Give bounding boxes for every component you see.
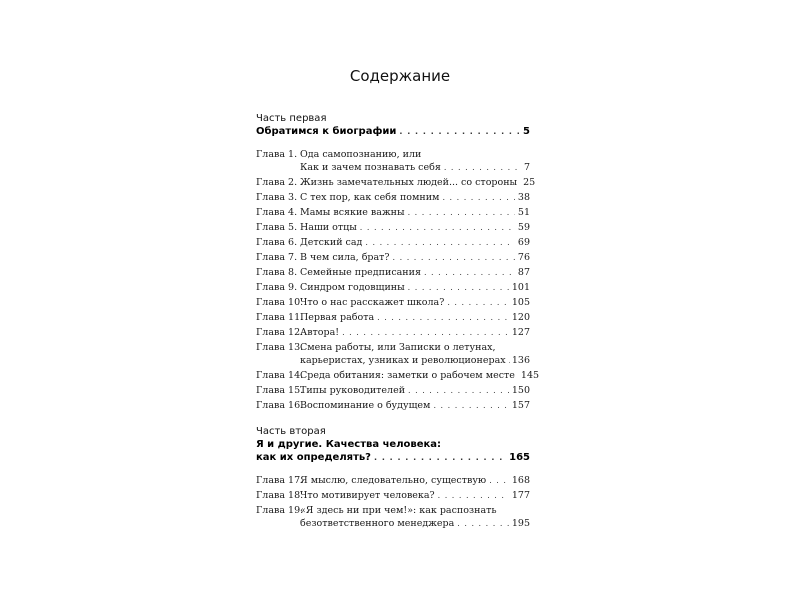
chapter-entry	[256, 474, 530, 487]
dot-leader	[489, 474, 509, 487]
page-number: 157	[511, 400, 530, 411]
chapter-body	[300, 266, 530, 279]
chapter-body	[300, 191, 530, 204]
chapter-entry	[256, 311, 530, 324]
page-number: 38	[517, 192, 530, 203]
chapter-number: Глава 18.	[256, 490, 304, 501]
chapter-title	[300, 311, 530, 324]
chapter-title-text: Типы руководителей	[300, 385, 406, 396]
chapter-title-text: Семейные предписания	[300, 267, 421, 278]
table-of-contents	[256, 112, 540, 532]
dot-leader	[457, 517, 509, 530]
chapter-number: Глава 19.	[256, 505, 304, 516]
page-number: 136	[511, 355, 530, 366]
page-number: 168	[511, 475, 530, 486]
page-number: 51	[517, 207, 530, 218]
part-heading-line	[256, 451, 530, 464]
toc-part	[256, 425, 530, 530]
chapter-title-text: Мамы всякие важны	[300, 207, 405, 218]
page-number: 87	[517, 267, 530, 278]
chapter-title	[300, 326, 530, 339]
chapter-title	[300, 354, 530, 367]
chapter-body	[300, 296, 530, 309]
chapter-title-text: Наши отцы	[300, 222, 357, 233]
part-heading	[256, 125, 530, 138]
chapter-title	[300, 191, 530, 204]
dot-leader	[393, 251, 515, 264]
chapter-entry	[256, 191, 530, 204]
chapter-title	[300, 266, 530, 279]
chapter-entry	[256, 326, 530, 339]
chapter-title-text: Синдром годовщины	[300, 282, 405, 293]
page-number: 127	[511, 327, 530, 338]
chapter-title	[300, 161, 530, 174]
part-label: Часть первая	[256, 113, 327, 124]
page-number: 105	[511, 297, 530, 308]
chapter-body	[300, 504, 530, 530]
dot-leader	[408, 384, 509, 397]
chapter-title	[300, 517, 530, 530]
chapter-body	[300, 474, 530, 487]
chapter-entry	[256, 281, 530, 294]
chapter-number: Глава 11.	[256, 312, 304, 323]
chapter-body	[300, 399, 530, 412]
chapter-body	[300, 326, 530, 339]
dot-leader	[442, 191, 514, 204]
chapter-title	[300, 206, 530, 219]
chapter-title-text: Жизнь замечательных людей... со стороны	[300, 177, 518, 188]
chapter-number: Глава 6.	[256, 237, 298, 248]
chapter-body	[300, 311, 530, 324]
dot-leader	[433, 399, 508, 412]
chapter-title	[300, 251, 530, 264]
chapter-entry	[256, 341, 530, 367]
chapter-entry	[256, 176, 536, 189]
chapter-entry	[256, 399, 530, 412]
dot-leader	[438, 489, 509, 502]
chapter-title	[300, 176, 536, 189]
dot-leader	[444, 161, 521, 174]
chapter-title-line: «Я здесь ни при чем!»: как распознать	[300, 505, 497, 516]
dot-leader	[365, 236, 515, 249]
page-number: 120	[511, 312, 530, 323]
chapter-title-text: безответственного менеджера	[300, 518, 455, 529]
chapter-number: Глава 9.	[256, 282, 298, 293]
chapter-title-text: Автора!	[300, 327, 340, 338]
chapter-number: Глава 2.	[256, 177, 298, 188]
chapter-title	[300, 236, 530, 249]
part-heading	[256, 438, 530, 464]
chapter-number: Глава 8.	[256, 267, 298, 278]
chapter-body	[300, 489, 530, 502]
page-number: 101	[511, 282, 530, 293]
page-number: 177	[511, 490, 530, 501]
chapter-entry	[256, 206, 530, 219]
chapter-title	[300, 489, 530, 502]
chapter-number: Глава 5.	[256, 222, 298, 233]
page-number: 145	[520, 370, 540, 381]
dot-leader	[408, 206, 515, 219]
chapter-title-text: Первая работа	[300, 312, 375, 323]
chapter-entry	[256, 266, 530, 279]
chapter-body	[300, 369, 540, 382]
chapter-title	[300, 474, 530, 487]
part-heading-line-text: Обратимся к биографии	[256, 126, 397, 137]
chapter-body	[300, 236, 530, 249]
chapter-number: Глава 4.	[256, 207, 298, 218]
part-heading-line-text: как их определять?	[256, 452, 371, 463]
chapter-body	[300, 221, 530, 234]
chapter-title-text: Детский сад	[300, 237, 363, 248]
chapter-body	[300, 206, 530, 219]
chapter-title-line: Смена работы, или Записки о летунах,	[300, 342, 496, 353]
chapter-number: Глава 12.	[256, 327, 304, 338]
page-number: 25	[523, 177, 536, 188]
chapter-list	[256, 148, 540, 412]
chapter-title-text: Как и зачем познавать себя	[300, 162, 441, 173]
chapter-body	[300, 251, 530, 264]
chapter-title-text: карьеристах, узниках и революционерах	[300, 355, 506, 366]
part-heading-line	[256, 125, 530, 138]
chapter-entry	[256, 236, 530, 249]
chapter-title-text: Среда обитания: заметки о рабочем месте	[300, 370, 515, 381]
chapter-entry	[256, 384, 530, 397]
chapter-number: Глава 3.	[256, 192, 298, 203]
chapter-title-text: В чем сила, брат?	[300, 252, 390, 263]
chapter-title-line: Ода самопознанию, или	[300, 149, 422, 160]
chapter-list	[256, 474, 530, 530]
chapter-body	[300, 281, 530, 294]
chapter-entry	[256, 221, 530, 234]
chapter-entry	[256, 504, 530, 530]
chapter-entry	[256, 148, 530, 174]
chapter-body	[300, 176, 536, 189]
chapter-number: Глава 15.	[256, 385, 304, 396]
chapter-number: Глава 17.	[256, 475, 304, 486]
chapter-title-text: С тех пор, как себя помним	[300, 192, 440, 203]
chapter-entry	[256, 369, 540, 382]
chapter-title	[300, 399, 530, 412]
part-heading-line: Я и другие. Качества человека:	[256, 439, 442, 450]
dot-leader	[424, 266, 515, 279]
page-number: 69	[517, 237, 530, 248]
chapter-number: Глава 10.	[256, 297, 304, 308]
chapter-title	[300, 369, 540, 382]
chapter-title	[300, 384, 530, 397]
dot-leader	[342, 326, 509, 339]
chapter-title	[300, 296, 530, 309]
chapter-title-text: Я мыслю, следовательно, существую	[300, 475, 487, 486]
toc-part	[256, 112, 540, 412]
dot-leader	[408, 281, 509, 294]
page-number: 150	[511, 385, 530, 396]
chapter-body	[300, 341, 530, 367]
dot-leader	[447, 296, 509, 309]
page-number: 5	[523, 126, 530, 137]
dot-leader	[360, 221, 515, 234]
chapter-body	[300, 148, 530, 174]
chapter-entry	[256, 489, 530, 502]
dot-leader	[399, 125, 520, 138]
chapter-entry	[256, 251, 530, 264]
chapter-title	[300, 281, 530, 294]
chapter-number: Глава 14.	[256, 370, 304, 381]
dot-leader	[377, 311, 509, 324]
chapter-title-text: Что мотивирует человека?	[300, 490, 435, 501]
part-label: Часть вторая	[256, 426, 326, 437]
chapter-number: Глава 7.	[256, 252, 298, 263]
chapter-body	[300, 384, 530, 397]
toc-title: Содержание	[349, 67, 451, 85]
page-number: 165	[509, 452, 530, 463]
page-number: 76	[517, 252, 530, 263]
page-number: 7	[523, 162, 530, 173]
chapter-number: Глава 16.	[256, 400, 304, 411]
chapter-title-text: Воспоминание о будущем	[300, 400, 431, 411]
dot-leader	[374, 451, 506, 464]
chapter-number: Глава 13.	[256, 342, 304, 353]
page-number: 195	[511, 518, 530, 529]
chapter-entry	[256, 296, 530, 309]
chapter-title	[300, 221, 530, 234]
chapter-number: Глава 1.	[256, 149, 298, 160]
page-number: 59	[517, 222, 530, 233]
chapter-title-text: Что о нас расскажет школа?	[300, 297, 445, 308]
